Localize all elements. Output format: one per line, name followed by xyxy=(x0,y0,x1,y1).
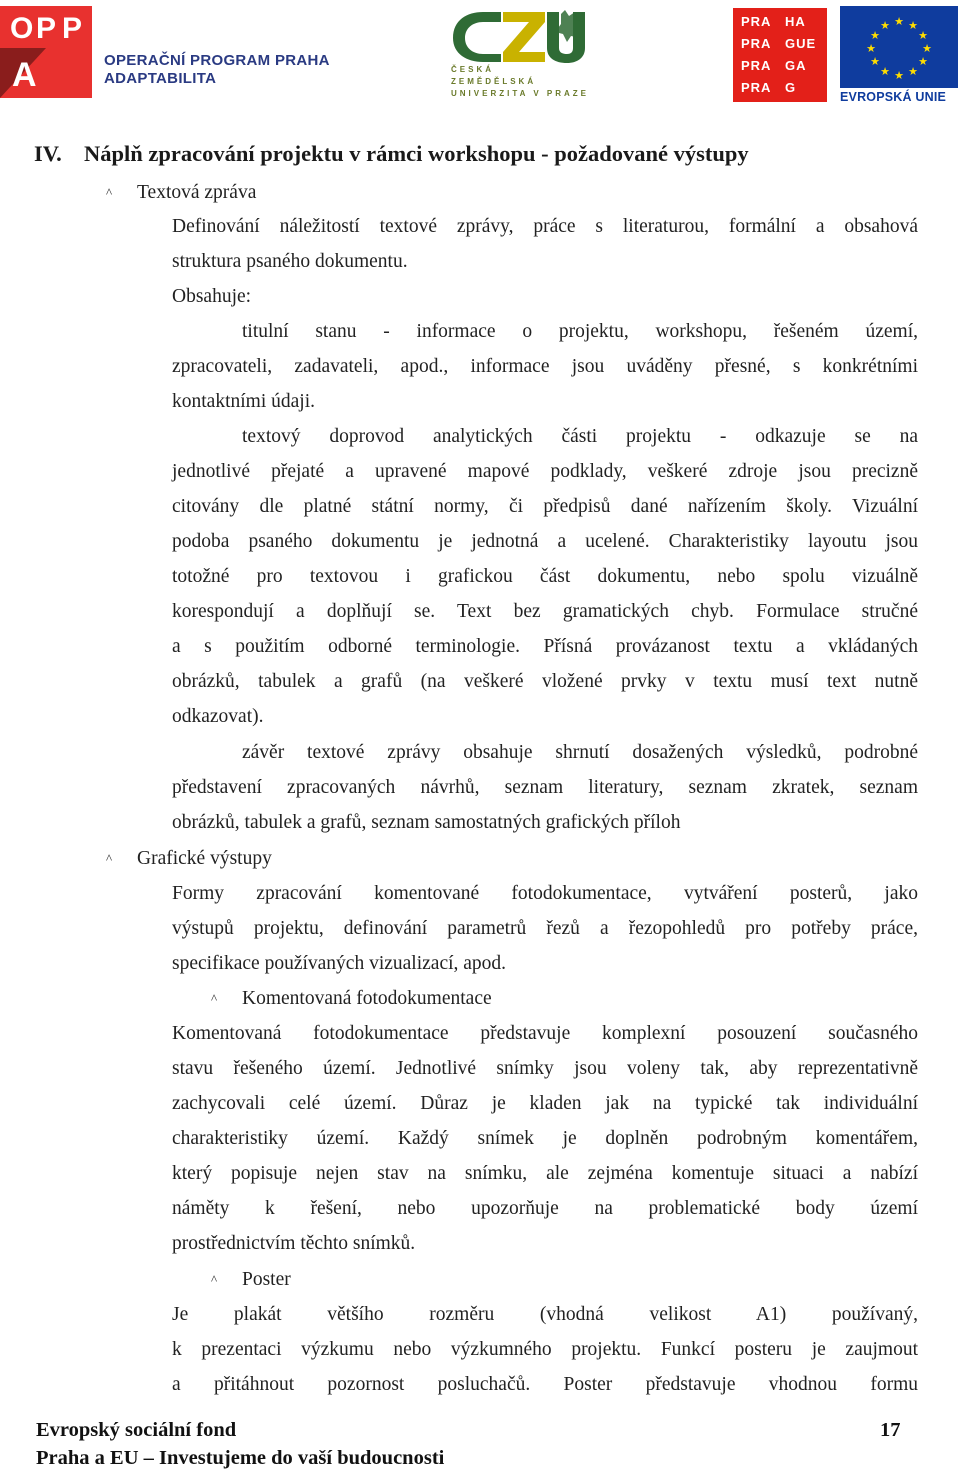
svg-text:★: ★ xyxy=(922,42,932,55)
svg-text:★: ★ xyxy=(870,55,880,68)
opp-letter: P xyxy=(36,12,57,45)
opp-letter: O xyxy=(10,12,34,45)
svg-text:★: ★ xyxy=(866,42,876,55)
text-line: charakteristiky území. Každý snímek je doplněn podrobným komentářem, xyxy=(172,1128,918,1149)
svg-text:★: ★ xyxy=(908,65,918,78)
czu-line-3: UNIVERZITA V PRAZE xyxy=(451,89,590,98)
page-number: 17 xyxy=(880,1419,901,1441)
text-line: textový doprovod analytických části projektu - odkazuje se na xyxy=(242,426,918,447)
praha-logo-cell: GA xyxy=(785,58,807,73)
praha-logo-cell: PRA xyxy=(741,80,772,95)
sub-list-item-title: Komentovaná fotodokumentace xyxy=(242,988,492,1009)
text-line: zachycovali celé území. Důraz je kladen jak na typické tak individuální xyxy=(172,1093,918,1114)
footer-fund: Evropský sociální fond xyxy=(36,1419,237,1441)
eu-label: EVROPSKÁ UNIE xyxy=(840,90,947,104)
list-item-title: Textová zpráva xyxy=(137,182,257,203)
eu-flag-icon xyxy=(840,6,958,88)
bullet-icon: ^ xyxy=(211,991,218,1006)
text-line: kontaktními údaji. xyxy=(172,391,315,412)
text-line: zpracovateli, zadavateli, apod., informace jsou uváděny přesné, s konkrétními xyxy=(172,356,918,377)
text-line: Definování náležitostí textové zprávy, práce s literaturou, formální a obsahová xyxy=(172,216,918,237)
svg-text:★: ★ xyxy=(894,15,904,28)
praha-logo-cell: PRA xyxy=(741,58,772,73)
eu-stars-icon xyxy=(840,6,958,88)
text-line: odkazovat). xyxy=(172,706,264,727)
footer-slogan: Praha a EU – Investujeme do vaší budoucnosti xyxy=(36,1447,445,1469)
text-line: obrázků, tabulek a grafů, seznam samostatných grafických příloh xyxy=(172,812,681,833)
praha-logo-cell: PRA xyxy=(741,36,772,51)
svg-text:★: ★ xyxy=(918,55,928,68)
svg-text:★: ★ xyxy=(908,19,918,32)
opp-line-2: ADAPTABILITA xyxy=(104,70,217,87)
text-line: stavu řešeného území. Jednotlivé snímky jsou voleny tak, aby reprezentativně xyxy=(172,1058,918,1079)
czu-emblem-icon xyxy=(449,8,591,64)
svg-text:★: ★ xyxy=(918,29,928,42)
czu-logo xyxy=(449,8,591,98)
bullet-icon: ^ xyxy=(106,185,113,200)
text-line: obrázků, tabulek a grafů (na veškeré vložené prvky v textu musí text nutně xyxy=(172,671,918,692)
bullet-icon: ^ xyxy=(211,1272,218,1287)
list-item-title: Grafické výstupy xyxy=(137,848,272,869)
text-line: korespondují a doplňují se. Text bez gramatických chyb. Formulace stručné xyxy=(172,601,918,622)
svg-text:★: ★ xyxy=(880,65,890,78)
text-line: Komentovaná fotodokumentace představuje komplexní posouzení současného xyxy=(172,1023,918,1044)
text-line: Je plakát většího rozměru (vhodná velikost A1) používaný, xyxy=(172,1304,918,1325)
opp-letter: A xyxy=(12,56,37,94)
sub-list-item-title: Poster xyxy=(242,1269,291,1290)
text-line: specifikace používaných vizualizací, apod. xyxy=(172,953,507,974)
section-heading xyxy=(34,141,749,167)
section-title: Náplň zpracování projektu v rámci workshopu - požadované výstupy xyxy=(84,141,749,166)
text-line: citovány dle platné státní normy, či předpisů dané nařízením školy. Vizuální xyxy=(172,496,918,517)
opp-logo xyxy=(0,6,92,98)
text-line: Formy zpracování komentované fotodokumentace, vytváření posterů, jako xyxy=(172,883,918,904)
praha-logo-cell: G xyxy=(785,80,797,95)
opp-line-1: OPERAČNÍ PROGRAM PRAHA xyxy=(104,52,330,69)
text-line: Obsahuje: xyxy=(172,286,252,307)
text-line: struktura psaného dokumentu. xyxy=(172,251,408,272)
section-number: IV. xyxy=(34,141,62,166)
logo-bar xyxy=(0,0,960,110)
text-line: výstupů projektu, definování parametrů řezů a řezopohledů pro potřeby práce, xyxy=(172,918,918,939)
praha-logo-cell: HA xyxy=(785,14,806,29)
czu-name xyxy=(451,64,589,100)
opp-letter: P xyxy=(62,12,83,45)
text-line: který popisuje nejen stav na snímku, ale zejména komentuje situaci a nabízí xyxy=(172,1163,918,1184)
czu-line-2: ZEMĚDĚLSKÁ xyxy=(451,77,537,86)
text-line: závěr textové zprávy obsahuje shrnutí dosažených výsledků, podrobné xyxy=(242,742,918,763)
czu-line-1: ČESKÁ xyxy=(451,65,495,74)
praha-logo-cell: GUE xyxy=(785,36,817,51)
text-line: titulní stanu - informace o projektu, workshopu, řešeném území, xyxy=(242,321,918,342)
svg-text:★: ★ xyxy=(894,69,904,82)
praha-logo-cell: PRA xyxy=(741,14,772,29)
text-line: podoba psaného dokumentu je jednotná a ucelené. Charakteristiky layoutu jsou xyxy=(172,531,918,552)
bullet-icon: ^ xyxy=(106,851,113,866)
text-line: představení zpracovaných návrhů, seznam literatury, seznam zkratek, seznam xyxy=(172,777,918,798)
text-line: k prezentaci výzkumu nebo výzkumného projektu. Funkcí posteru je zaujmout xyxy=(172,1339,918,1360)
text-line: a přitáhnout pozornost posluchačů. Poster představuje vhodnou formu xyxy=(172,1374,918,1395)
svg-text:★: ★ xyxy=(880,19,890,32)
opp-program-name xyxy=(104,52,330,88)
svg-text:★: ★ xyxy=(870,29,880,42)
text-line: náměty k řešení, nebo upozorňuje na problematické body území xyxy=(172,1198,918,1219)
text-line: prostřednictvím těchto snímků. xyxy=(172,1233,416,1254)
text-line: jednotlivé přejaté a upravené mapové podklady, veškeré zdroje jsou precizně xyxy=(172,461,918,482)
praha-logo xyxy=(733,8,827,102)
text-line: totožné pro textovou i grafickou část dokumentu, nebo spolu vizuálně xyxy=(172,566,918,587)
text-line: a s použitím odborné terminologie. Přísná provázanost textu a vkládaných xyxy=(172,636,918,657)
